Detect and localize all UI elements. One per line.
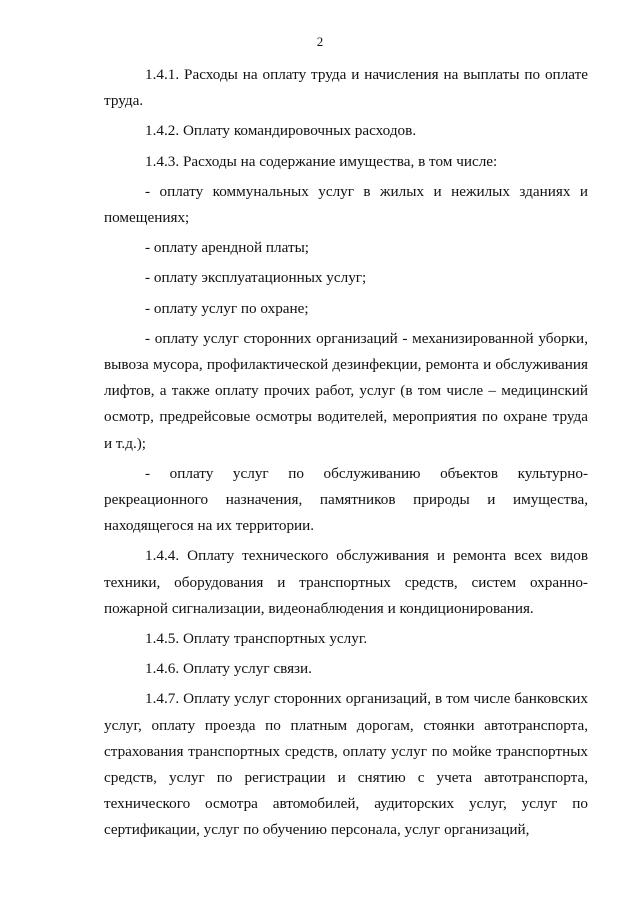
paragraph-1-4-7: 1.4.7. Оплату услуг сторонних организаций, в том числе банковских услуг, оплату проезда по платным дорогам, стоянки автотранспорта, страхования транспортных средств, оплату услуг по мойке транспортных средств, услуг по регистрации и снятию с учета автотранспорта, технического осмотра автомобилей, аудиторских услуг, услуг по сертификации, услуг по обучению персонала, услуг организаций,: [104, 690, 588, 839]
paragraph-1-4-6: 1.4.6. Оплату услуг связи.: [145, 660, 312, 678]
list-item-security: - оплату услуг по охране;: [145, 299, 309, 317]
list-item-maintenance: - оплату эксплуатационных услуг;: [145, 269, 367, 287]
paragraph-1-4-3: 1.4.3. Расходы на содержание имущества, в том числе:: [145, 152, 498, 170]
list-item-utilities: - оплату коммунальных услуг в жилых и нежилых зданиях и помещениях;: [104, 182, 588, 227]
paragraph-1-4-1: 1.4.1. Расходы на оплату труда и начисления на выплаты по оплате труда.: [104, 66, 588, 110]
paragraph-1-4-2: 1.4.2. Оплату командировочных расходов.: [145, 122, 417, 140]
paragraph-1-4-5: 1.4.5. Оплату транспортных услуг.: [145, 630, 368, 648]
page-number: 2: [316, 34, 324, 49]
list-item-rent: - оплату арендной платы;: [145, 239, 310, 257]
paragraph-1-4-4: 1.4.4. Оплату технического обслуживания и ремонта всех видов техники, оборудования и транспортных средств, систем охранно-пожарной сигнализации, видеонаблюдения и кондиционирования.: [104, 547, 588, 617]
list-item-third-party-services: - оплату услуг сторонних организаций - механизированной уборки, вывоза мусора, профилактической дезинфекции, ремонта и обслуживания лифтов, а также оплату прочих работ, услуг (в том числе – медицинский осмотр, предрейсовые осмотры водителей, мероприятия по охране труда и т.д.);: [104, 329, 588, 452]
body-text: [104, 62, 588, 848]
list-item-cultural-objects: - оплату услуг по обслуживанию объектов культурно-рекреационного назначения, памятников природы и имущества, находящегося на их территории.: [104, 464, 588, 535]
